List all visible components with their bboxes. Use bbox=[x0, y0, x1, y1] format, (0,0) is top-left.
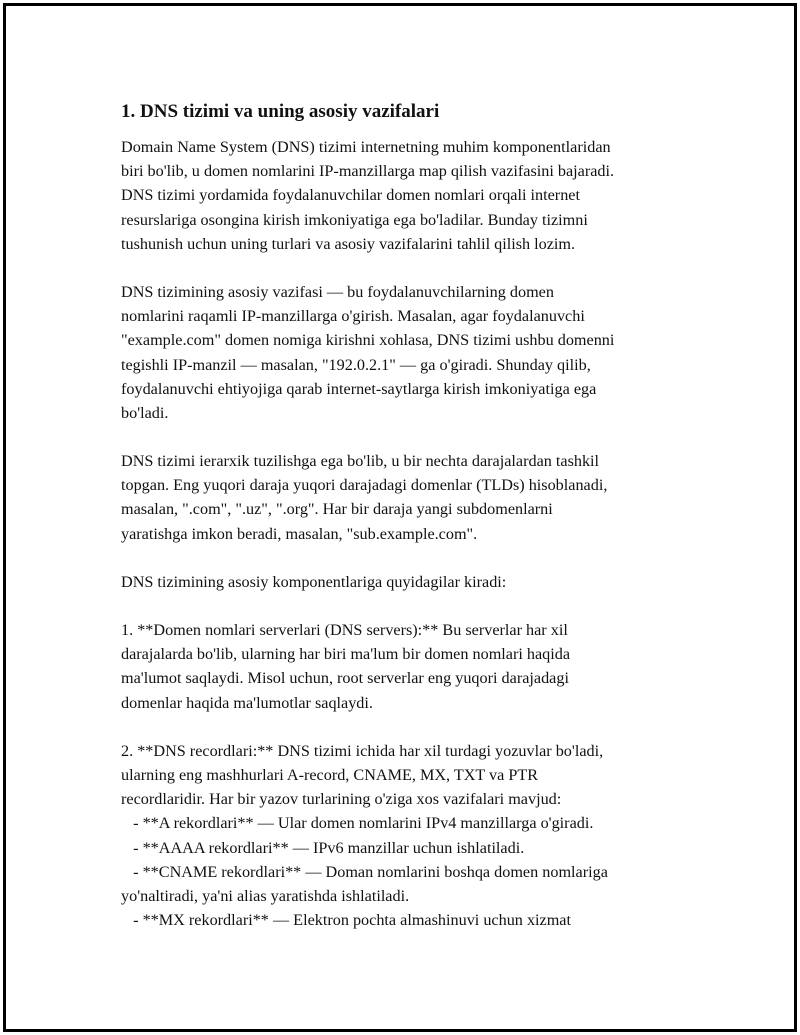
document-body bbox=[121, 99, 696, 932]
text-line: domenlar haqida ma'lumotlar saqlaydi. bbox=[121, 693, 373, 712]
text-line: biri bo'lib, u domen nomlarini IP-manzillarga map qilish vazifasini bajaradi. bbox=[121, 162, 615, 181]
text-line: yo'naltiradi, ya'ni alias yaratishda ishlatiladi. bbox=[121, 886, 410, 905]
text-line: tegishli IP-manzil — masalan, "192.0.2.1" — ga o'giradi. Shunday qilib, bbox=[121, 355, 591, 374]
text-line: 1. **Domen nomlari serverlari (DNS servers):** Bu serverlar har xil bbox=[121, 621, 568, 639]
text-line: bo'ladi. bbox=[121, 403, 169, 422]
text-line: darajalarda bo'lib, ularning har biri ma'lum bir domen nomlari haqida bbox=[121, 645, 571, 664]
paragraph-gap bbox=[121, 715, 696, 739]
text-line: yaratishga imkon beradi, masalan, "sub.example.com". bbox=[121, 524, 478, 543]
paragraph-gap bbox=[121, 594, 696, 618]
text-line: nomlarini raqamli IP-manzillarga o'girish. Masalan, agar foydalanuvchi bbox=[121, 307, 585, 326]
text-line: - **MX rekordlari** — Elektron pochta almashinuvi uchun xizmat bbox=[121, 911, 571, 930]
text-line: recordlaridir. Har bir yazov turlarining o'ziga xos vazifalari mavjud: bbox=[121, 790, 562, 809]
text-line: ma'lumot saqlaydi. Misol uchun, root serverlar eng yuqori darajadagi bbox=[121, 669, 569, 688]
text-line: DNS tizimi ierarxik tuzilishga ega bo'lib, u bir nechta darajalardan tashkil bbox=[121, 452, 600, 471]
text-line: resurslariga osongina kirish imkoniyatiga ega bo'ladilar. Bunday tizimni bbox=[121, 210, 588, 229]
paragraph-gap bbox=[121, 256, 696, 280]
text-line: DNS tizimi yordamida foydalanuvchilar domen nomlari orqali internet bbox=[121, 186, 580, 205]
text-line: - **CNAME rekordlari** — Doman nomlarini boshqa domen nomlariga bbox=[121, 862, 608, 881]
paragraph-gap bbox=[121, 425, 696, 449]
text-line: foydalanuvchi ehtiyojiga qarab internet-saytlarga kirish imkoniyatiga ega bbox=[121, 379, 597, 398]
list-item-dns-servers bbox=[121, 618, 696, 715]
paragraph-hierarchy bbox=[121, 449, 696, 546]
text-line: - **AAAA rekordlari** — IPv6 manzillar uchun ishlatiladi. bbox=[121, 838, 525, 857]
text-line: "example.com" domen nomiga kirishni xohlasa, DNS tizimi ushbu domenni bbox=[121, 331, 615, 350]
paragraph-gap bbox=[121, 546, 696, 570]
text-line: DNS tizimining asosiy komponentlariga quyidagilar kiradi: bbox=[121, 572, 507, 591]
paragraph-main-function bbox=[121, 280, 696, 425]
section-heading: 1. DNS tizimi va uning asosiy vazifalari bbox=[121, 101, 440, 122]
text-line: tushunish uchun uning turlari va asosiy vazifalarini tahlil qilish lozim. bbox=[121, 234, 576, 253]
text-line: - **A rekordlari** — Ular domen nomlarini IPv4 manzillarga o'giradi. bbox=[121, 814, 594, 833]
text-line: topgan. Eng yuqori daraja yuqori darajadagi domenlar (TLDs) hisoblanadi, bbox=[121, 476, 608, 495]
page-frame bbox=[3, 3, 797, 1032]
text-line: DNS tizimining asosiy vazifasi — bu foydalanuvchilarning domen bbox=[121, 282, 554, 301]
text-line: 2. **DNS recordlari:** DNS tizimi ichida har xil turdagi yozuvlar bo'ladi, bbox=[121, 741, 604, 760]
paragraph-intro bbox=[121, 135, 696, 256]
paragraph-components-intro bbox=[121, 570, 696, 594]
text-line: masalan, ".com", ".uz", ".org". Har bir daraja yangi subdomenlarni bbox=[121, 500, 553, 519]
text-line: ularning eng mashhurlari A-record, CNAME, MX, TXT va PTR bbox=[121, 765, 539, 784]
list-item-dns-records bbox=[121, 739, 696, 933]
text-line: Domain Name System (DNS) tizimi internetning muhim komponentlaridan bbox=[121, 138, 611, 156]
